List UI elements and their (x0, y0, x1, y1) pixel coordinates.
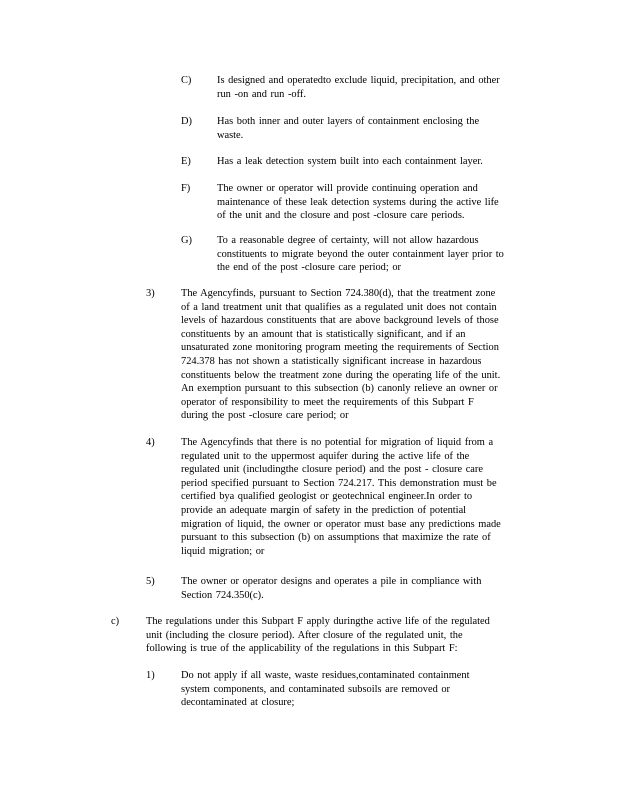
item-5 (146, 575, 517, 602)
item-1 (146, 669, 501, 710)
item-label: D) (181, 116, 192, 127)
item-label: C) (181, 75, 192, 86)
item-label: E) (181, 156, 191, 167)
item-text: Has both inner and outer layers of containment enclosing the waste. (217, 116, 480, 141)
item-label: G) (181, 235, 192, 246)
item-3 (146, 287, 535, 423)
item-text: The Agencyfinds, pursuant to Section 724.380(d), that the treatment zone of a land treatment unit that qualifies as a regulated unit does not contain levels of hazardous constituents that are above background levels of those constituents by an amount that is statistically significant, and if an unsaturated zone monitoring program meeting the requirements of Section 724.378 has not shown a statistically significant increase in hazardous constituents below the treatment zone during the operating life of the unit. An exemption pursuant to this subsection (b) canonly relieve an owner or operator of responsibility to meet the requirements of this Subpart F during the post -closure care period; or (181, 288, 501, 422)
item-c (181, 74, 531, 101)
item-text: The Agencyfinds that there is no potential for migration of liquid from a regulated unit to the uppermost aquifer during the active life of the regulated unit (includingthe closure period) and the post - closure care period specified pursuant to Section 724.217. This demonstration must be certified bya qualified geologist or geotechnical engineer.In order to provide an adequate margin of safety in the prediction of potential migration of liquid, the owner or operator must base any predictions made pursuant to this subsection (b) on assumptions that maximize the rate of liquid migration; or (181, 437, 501, 557)
item-d (181, 115, 513, 142)
item-text: To a reasonable degree of certainty, will not allow hazardous constituents to migrate beyond the outer containment layer prior to the end of the post -closure care period; or (217, 235, 504, 274)
item-label: 4) (146, 437, 155, 448)
item-label: 1) (146, 670, 155, 681)
item-text: Is designed and operatedto exclude liquid, precipitation, and other run -on and run -off. (217, 75, 500, 100)
item-label: 3) (146, 288, 155, 299)
item-text: The owner or operator will provide continuing operation and maintenance of these leak detection systems during the active life of the unit and the closure and post -closure care periods. (217, 183, 499, 222)
item-4 (146, 436, 535, 558)
item-g (181, 234, 539, 275)
item-text: The regulations under this Subpart F apply duringthe active life of the regulated unit (including the closure period). After closure of the regulated unit, the following is true of the applicability of the regulations in this Subpart F: (146, 616, 490, 655)
item-text: Has a leak detection system built into each containment layer. (217, 156, 483, 167)
item-label: 5) (146, 576, 155, 587)
item-label: c) (111, 616, 120, 627)
item-c-lower (111, 615, 524, 656)
item-f (181, 182, 531, 223)
item-e (181, 155, 513, 169)
item-text: The owner or operator designs and operates a pile in compliance with Section 724.350(c). (181, 576, 482, 601)
item-text: Do not apply if all waste, waste residues,contaminated containment system components, and contaminated subsoils are removed or decontaminated at closure; (181, 670, 470, 709)
item-label: F) (181, 183, 191, 194)
